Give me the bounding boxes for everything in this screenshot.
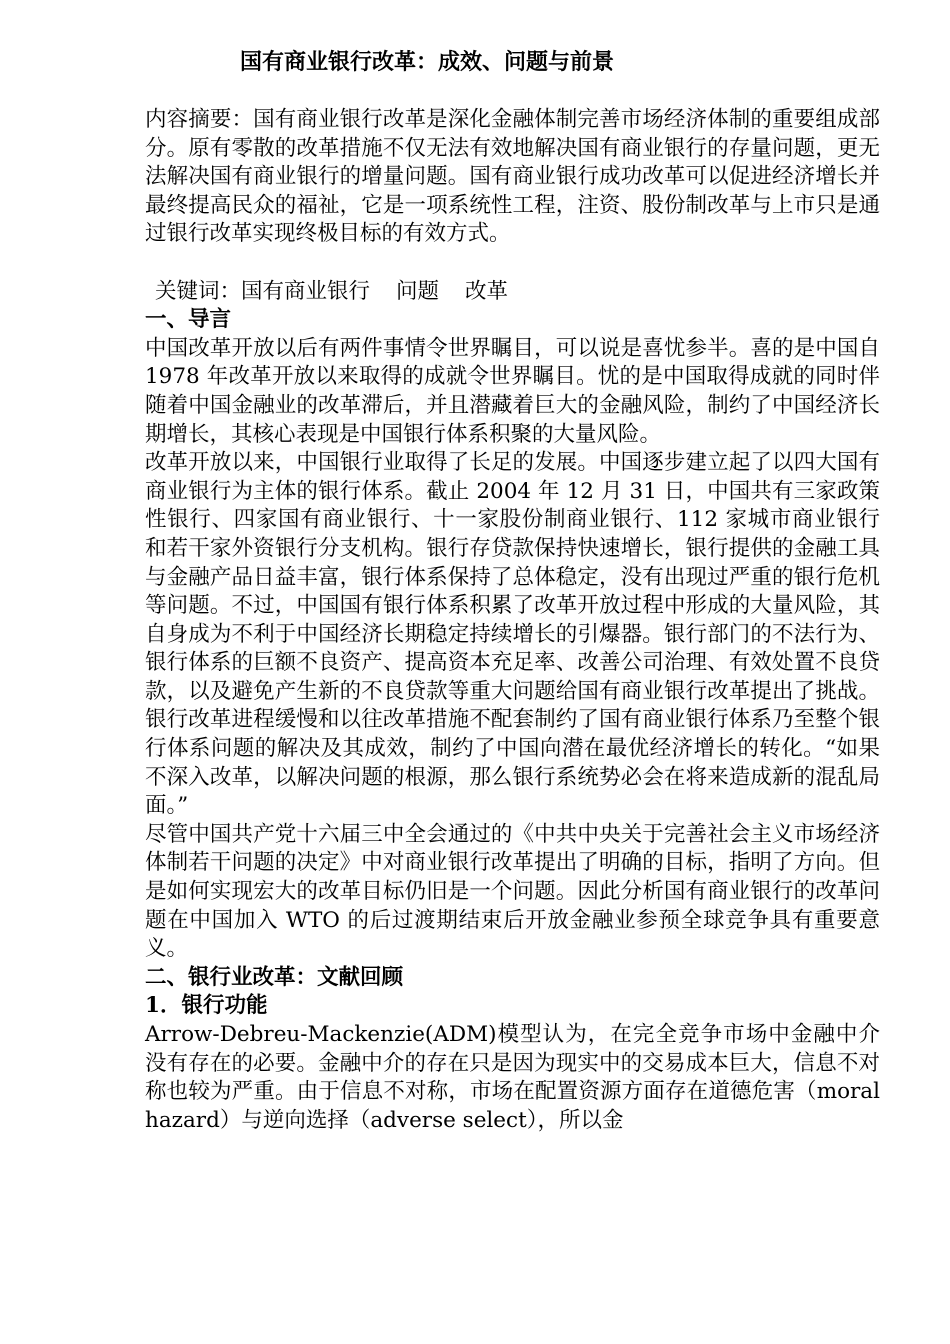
body-paragraph: 改革开放以来，中国银行业取得了长足的发展。中国逐步建立起了以四大国有商业银行为主体的银行体系。截止 2004 年 12 月 31 日，中国共有三家政策性银行、四家国有商业银行、十一家股份制商业银行、112 家城市商业银行和若干家外资银行分支机构。银行存贷款保持快速增长，银行提供的金融工具与金融产品日益丰富，银行体系保持了总体稳定，没有出现过严重的银行危机等问题。不过，中国国有银行体系积累了改革开放过程中形成的大量风险，其自身成为不利于中国经济长期稳定持续增长的引爆器。银行部门的不法行为、银行体系的巨额不良资产、提高资本充足率、改善公司治理、有效处置不良贷款，以及避免产生新的不良贷款等重大问题给国有商业银行改革提出了挑战。银行改革进程缓慢和以往改革措施不配套制约了国有商业银行体系乃至整个银行体系问题的解决及其成效，制约了中国向潜在最优经济增长的转化。“如果不深入改革，以解决问题的根源，那么银行系统势必会在将来造成新的混乱局面。” <box>145 450 880 819</box>
body-paragraph: Arrow-Debreu-Mackenzie(ADM)模型认为，在完全竞争市场中金融中介没有存在的必要。金融中介的存在只是因为现实中的交易成本巨大，信息不对称也较为严重。由于信息不对称，市场在配置资源方面存在道德危害（moral hazard）与逆向选择（adverse select），所以金 <box>145 1022 880 1133</box>
keywords-line <box>145 278 880 307</box>
body-paragraph: 尽管中国共产党十六届三中全会通过的《中共中央关于完善社会主义市场经济体制若干问题的决定》中对商业银行改革提出了明确的目标，指明了方向。但是如何实现宏大的改革目标仍旧是一个问题。因此分析国有商业银行的改革问题在中国加入 WTO 的后过渡期结束后开放金融业参预全球竞争具有重要意义。 <box>145 821 880 962</box>
document-title: 国有商业银行改革：成效、问题与前景 <box>240 50 615 75</box>
subsection-heading-bank-function: 1．银行功能 <box>145 993 268 1019</box>
document-page <box>145 48 880 1135</box>
abstract-paragraph: 内容摘要：国有商业银行改革是深化金融体制完善市场经济体制的重要组成部分。原有零散的改革措施不仅无法有效地解决国有商业银行的存量问题，更无法解决国有商业银行的增量问题。国有商业银行成功改革可以促进经济增长并最终提高民众的福祉，它是一项系统性工程，注资、股份制改革与上市只是通过银行改革实现终极目标的有效方式。 <box>145 107 880 247</box>
section-heading-literature-review: 二、银行业改革：文献回顾 <box>145 964 404 990</box>
keywords-label: 关键词： <box>155 278 242 304</box>
section-heading-introduction: 一、导言 <box>145 307 232 333</box>
body-paragraph: 中国改革开放以后有两件事情令世界瞩目，可以说是喜忧参半。喜的是中国自 1978 年改革开放以来取得的成就令世界瞩目。忧的是中国取得成就的同时伴随着中国金融业的改革滞后，并且潜藏着巨大的金融风险，制约了中国经济长期增长，其核心表现是中国银行体系积聚的大量风险。 <box>145 335 880 447</box>
keyword-item: 问题 <box>396 278 440 304</box>
keyword-item: 国有商业银行 <box>241 278 371 304</box>
keyword-item: 改革 <box>465 278 509 304</box>
